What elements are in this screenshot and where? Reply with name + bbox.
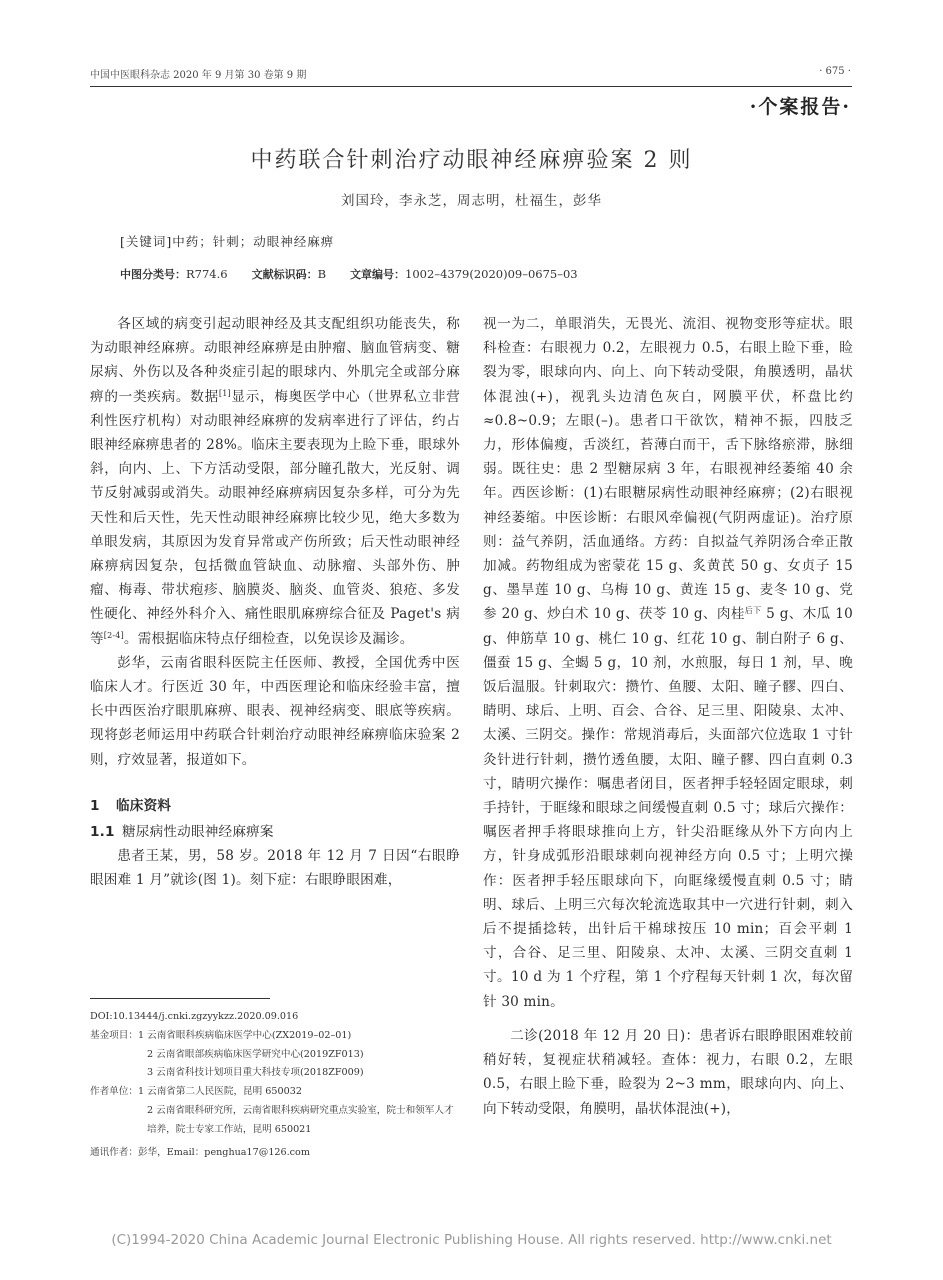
citation-ref[interactable]: [1] [218, 388, 231, 398]
copyright-notice: (C)1994-2020 China Academic Journal Electronic Publishing House. All rights reserved. http://www.cnki.net [111, 1232, 832, 1248]
section-heading: 1 临床资料 [90, 797, 172, 814]
superscript-note: 后下 [744, 606, 762, 616]
footnotes [90, 1008, 460, 1162]
body-paragraph: 彭华，云南省眼科医院主任医师、教授，全国优秀中医临床人才。行医近 30 年，中西医理论和临床经验丰富，擅长中西医治疗眼肌麻痹、眼表、视神经病变、眼底等疾病。现将彭老师运用中药联合针刺治疗动眼神经麻痹临床验案 2 则，疗效显著，报道如下。 [90, 654, 460, 768]
fund-item: 2 云南省眼部疾病临床医学研究中心(2019ZF013) [147, 1048, 364, 1060]
body-paragraph: 视一为二，单眼消失，无畏光、流泪、视物变形等症状。眼科检查：右眼视力 0.2，左眼视力 0.5，右眼上睑下垂，睑裂为零，眼球向内、向上、向下转动受限，角膜透明，晶状体混浊(+)，视乳头边清色灰白，网膜平伏，杯盘比约≈0.8~0.9；左眼(–)。患者口干欲饮，精神不振，四肢乏力，形体偏瘦，舌淡红，苔薄白而干，舌下脉络瘀滞，脉细弱。既往史：患 2 型糖尿病 3 年，右眼视神经萎缩 40 余年。西医诊断：(1)右眼糖尿病性动眼神经麻痹；(2)右眼视神经萎缩。中医诊断：右眼风牵偏视(气阴两虚证)。治疗原则：益气养阴，活血通络。方药：自拟益气养阴汤合牵正散加减。药物组成为密蒙花 15 g、炙黄芪 50 g、女贞子 15 g、墨旱莲 10 g、乌梅 10 g、黄连 15 g、麦冬 10 g、党参 20 g、炒白术 10 g、茯苓 10 g、肉桂$^{后下}$ 5 g、木瓜 10 g、伸筋草 10 g、桃仁 10 g、红花 10 g、制白附子 6 g、僵蚕 15 g、全蝎 5 g，10 剂，水煎服，每日 1 剂，早、晚饭后温服。针刺取穴：攒竹、鱼腰、太阳、瞳子髎、四白、睛明、球后、上明、百会、合谷、足三里、阳陵泉、太冲、太溪、三阴交。操作：常规消毒后，头面部穴位选取 1 寸针灸针进行针刺，攒竹透鱼腰，太阳、瞳子髎、四白直刺 0.3 寸，睛明穴操作：嘱患者闭目，医者押手轻轻固定眼球，刺手持针，于眶缘和眼球之间缓慢直刺 0.5 寸；球后穴操作：嘱医者押手将眼球推向上方，针尖沿眶缘从外下方向内上方，针身成弧形沿眼球刺向视神经方向 0.5 寸；上明穴操作：医者押手轻压眼球向下，向眶缘缓慢直刺 0.5 寸；睛明、球后、上明三穴每次轮流选取其中一穴进行针刺，刺入后不提插捻转，出针后干棉球按压 10 min；百会平刺 1 寸，合谷、足三里、阳陵泉、太冲、太溪、三阴交直刺 1 寸。10 d 为 1 个疗程，第 1 个疗程每天针刺 1 次，每次留针 30 min。 [483, 316, 853, 1010]
body-paragraph: 二诊(2018 年 12 月 20 日)：患者诉右眼睁眼困难较前稍好转，复视症状稍减轻。查体：视力，右眼 0.2，左眼 0.5，右眼上睑下垂，睑裂为 2~3 mm，眼球向内、向上、向下转动受限，角膜明，晶状体混浊(+)， [483, 1027, 853, 1117]
article-number-value: 1002–4379(2020)09–0675–03 [405, 267, 578, 281]
column-name: ·个案报告· [749, 96, 851, 118]
body-paragraph: 各区域的病变引起动眼神经及其支配组织功能丧失，称为动眼神经麻痹。动眼神经麻痹是由肿瘤、脑血管病变、糖尿病、外伤以及各种炎症引起的眼球内、外肌完全或部分麻痹的一类疾病。数据[1]显示，梅奥医学中心（世界私立非营利性医疗机构）对动眼神经麻痹的发病率进行了评估，约占眼神经麻痹患者的 28%。临床主要表现为上睑下垂，眼球外斜，向内、上、下方活动受限，部分瞳孔散大，光反射、调节反射减弱或消失。动眼神经麻痹病因复杂多样，可分为先天性和后天性，先天性动眼神经麻痹比较少见，绝大多数为单眼发病，其原因为发育异常或产伤所致；后天性动眼神经麻痹病因复杂，包括微血管缺血、动脉瘤、头部外伤、肿瘤、梅毒、带状疱疹、脑膜炎、脑炎、血管炎、狼疮、多发性硬化、神经外科介入、痛性眼肌麻痹综合征及 Paget's 病等[2-4]。需根据临床特点仔细检查，以免误诊及漏诊。 [90, 316, 460, 647]
doc-code-label: 文献标识码： [251, 268, 318, 281]
clc-value: R774.6 [186, 267, 228, 281]
right-column [483, 312, 853, 1121]
footnote-rule [90, 998, 270, 999]
left-column [90, 312, 460, 893]
author-unit: 2 云南省眼科研究所，云南省眼科疾病研究重点实验室，院士和领军人才培养，院士专家工作站，昆明 650021 [147, 1104, 454, 1135]
keywords: [关键词]中药；针刺；动眼神经麻痹 [120, 234, 335, 249]
clc-label: 中图分类号： [120, 268, 186, 281]
corresponding-author[interactable]: 通讯作者：彭华，Email：penghua17@126.com [90, 1146, 310, 1158]
fund-item: 3 云南省科技计划项目重大科技专项(2018ZF009) [147, 1067, 364, 1079]
article-number-label: 文章编号： [350, 268, 406, 281]
doc-code-value: B [317, 267, 327, 281]
header-rule [90, 86, 852, 87]
running-header-journal: 中国中医眼科杂志 2020 年 9 月第 30 卷第 9 期 [90, 70, 307, 81]
body-paragraph: 患者王某，男，58 岁。2018 年 12 月 7 日因“右眼睁眼困难 1 月”就诊(图 1)。刻下症：右眼睁眼困难， [90, 848, 460, 889]
fund-item: 基金项目：1 云南省眼科疾病临床医学中心(ZX2019–02–01) [90, 1029, 352, 1041]
subsection-heading: 1.1 糖尿病性动眼神经麻痹案 [90, 824, 274, 841]
citation-ref[interactable]: [2-4] [103, 630, 124, 640]
classification-line [120, 266, 578, 282]
running-header-page-number: · 675 · [819, 66, 851, 77]
article-title: 中药联合针刺治疗动眼神经麻痹验案 2 则 [250, 148, 693, 173]
article-authors: 刘国玲，李永芝，周志明，杜福生，彭华 [341, 193, 602, 209]
author-unit: 作者单位：1 云南省第二人民医院，昆明 650032 [90, 1086, 302, 1098]
doi[interactable]: DOI:10.13444/j.cnki.zgzyykzz.2020.09.016 [90, 1011, 299, 1022]
